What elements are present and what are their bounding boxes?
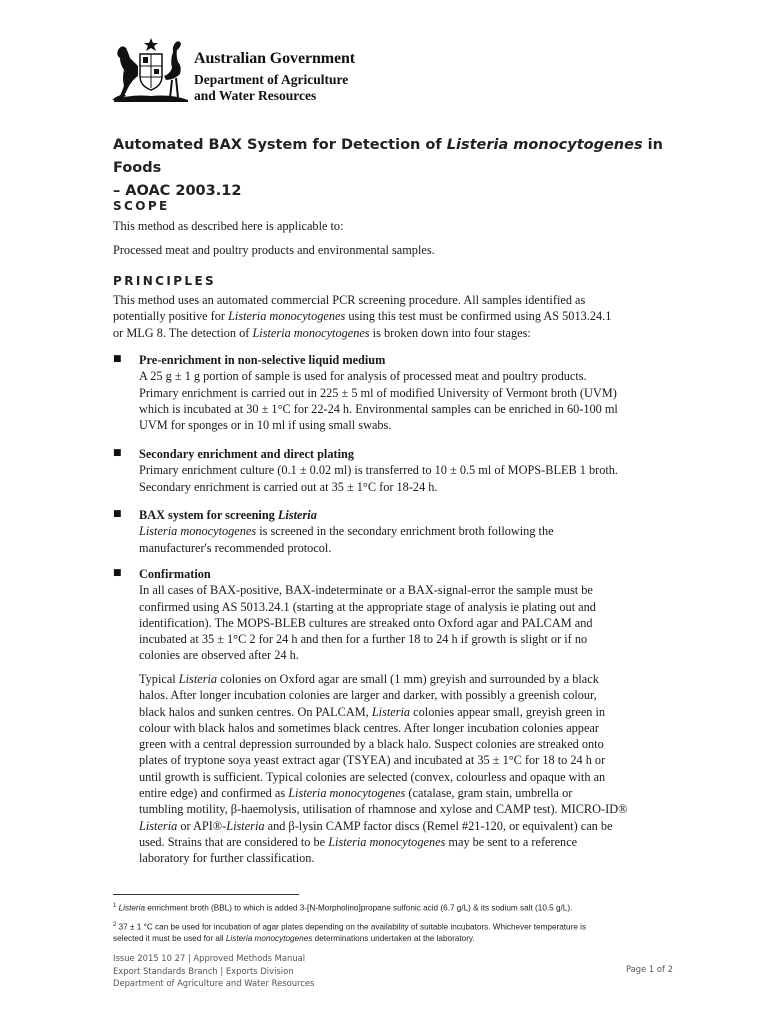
footnote-divider [113, 894, 299, 895]
department-name [194, 72, 348, 104]
footer-department: Department of Agriculture and Water Resources [113, 978, 315, 988]
page-number: Page 1 of 2 [626, 964, 673, 974]
list-item-title: Pre-enrichment in non-selective liquid medium [139, 353, 386, 367]
bullet-marker: ■ [113, 448, 122, 458]
scope-heading: SCOPE [113, 199, 170, 213]
list-item-confirmation: Confirmation In all cases of BAX-positive, BAX-indeterminate or a BAX-signal-error the sample must be confirmed using AS 5013.24.1 (starting at the appropriate stage of analysis ie plating out and identification). The MOPS-BLEB cultures are streaked onto Oxford agar and PALCAM and incubated at 35 ± 1°C 2 for 24 h and then for a further 18 to 24 h if growth is slight or if no colonies are observed after 24 h. [139, 566, 684, 664]
footnote-2: $^2$ 37 ± 1 °C can be used for incubation of agar plates depending on the availability of suitable incubators. Whichever temperature is selected it must be used for all Listeria monocytogenes determinations undertaken at the laboratory. [113, 922, 587, 944]
footnote-1: $^1$ Listeria enrichment broth (BBL) to which is added 3-[N-Morpholino]propane sulfonic acid (6.7 g/L) & its sodium salt (10.5 g/L). [113, 903, 573, 913]
footer-branch: Export Standards Branch | Exports Division [113, 965, 294, 976]
principles-text: This method uses an automated commercial PCR screening procedure. All samples identified as potentially positive for Listeria monocytogenes using this test must be confirmed using AS 5013.24.1 or MLG 8. The detection of Listeria monocytogenes is broken down into four stages: [113, 293, 612, 340]
list-item-title: Secondary enrichment and direct plating [139, 447, 354, 461]
list-item-pre-enrichment: Pre-enrichment in non-selective liquid medium A 25 g ± 1 g portion of sample is used for analysis of processed meat and poultry products. Primary enrichment is carried out in 225 ± 5 ml of modified University of Vermont broth (UVM) which is incubated at 30 ± 1°C for 22-24 h. Environmental samples can be enriched in 60-100 ml UVM for sponges or in 10 ml if using small swabs. [139, 352, 684, 433]
footer-issue: Issue 2015 10 27 | Approved Methods Manual [113, 953, 306, 963]
bullet-marker: ■ [113, 354, 122, 364]
list-item-title: BAX system for screening Listeria [139, 508, 317, 522]
department-line-2: and Water Resources [194, 88, 317, 103]
bullet-marker: ■ [113, 568, 122, 578]
document-title: Automated BAX System for Detection of Listeria monocytogenes in Foods – AOAC 2003.12 [113, 137, 663, 199]
scope-text-1: This method as described here is applicable to: [113, 219, 344, 233]
coat-of-arms-logo [110, 36, 192, 104]
list-item-secondary-enrichment: Secondary enrichment and direct plating Primary enrichment culture (0.1 ± 0.02 ml) is transferred to 10 ± 0.5 ml of MOPS-BLEB 1 broth. Secondary enrichment is carried out at 35 ± 1°C for 18-24 h. [139, 446, 684, 495]
list-item-bax-screening: BAX system for screening Listeria Listeria monocytogenes is screened in the secondary enrichment broth following the manufacturer's recommended protocol. [139, 507, 684, 556]
principles-heading: PRINCIPLES [113, 274, 217, 288]
list-item-title: Confirmation [139, 567, 211, 581]
government-name: Australian Government [194, 50, 356, 67]
typical-colonies-paragraph: Typical Listeria colonies on Oxford agar are small (1 mm) greyish and surrounded by a black halos. After longer incubation colonies are larger and darker, with possibly a greenish colour, black halos and sunken centres. On PALCAM, Listeria colonies appear small, greyish green in colour with black halos and sometimes black centres. After longer incubation colonies appear green with a central depression surrounded by a black halo. Suspect colonies are streaked onto plates of tryptone soya yeast extract agar (TSYEA) and incubated at 35 ± 1°C for 18 to 24 h or until growth is sufficient. Typical colonies are selected (convex, colourless and opaque with an entire edge) and confirmed as Listeria monocytogenes (catalase, gram stain, umbrella or tumbling motility, β-haemolysis, utilisation of rhamnose and xylose and CAMP test). MICRO-ID® Listeria or API®-Listeria and β-lysin CAMP factor discs (Remel #21-120, or equivalent) can be used. Strains that are considered to be Listeria monocytogenes may be sent to a reference laboratory for further classification. [139, 672, 628, 866]
page-footer [113, 952, 314, 990]
bullet-marker: ■ [113, 509, 122, 519]
scope-text-2: Processed meat and poultry products and environmental samples. [113, 243, 435, 257]
department-line-1: Department of Agriculture [194, 72, 349, 87]
